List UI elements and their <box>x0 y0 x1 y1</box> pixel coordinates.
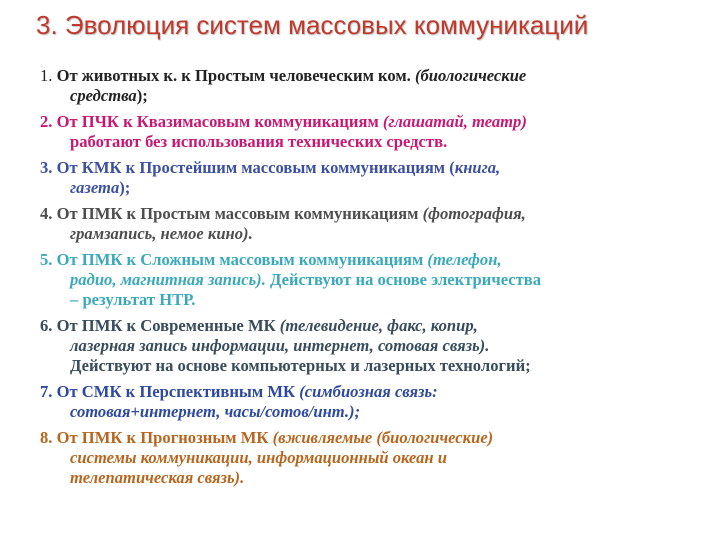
list-item-4 <box>40 204 680 244</box>
item-examples-cont: лазерная запись информации, интернет, сотовая связь). <box>70 336 490 355</box>
item-text: 7. От СМК к Перспективным МК <box>40 382 300 401</box>
item-examples: (телевидение, факс, копир, <box>279 316 478 335</box>
item-text: 6. От ПМК к Современные МК <box>40 316 280 335</box>
item-examples-cont: сотовая+интернет, часы/сотов/инт.); <box>70 402 361 421</box>
item-examples-end: телепатическая связь). <box>70 468 245 487</box>
item-examples-cont: газета <box>70 178 120 197</box>
item-text: От животных к. к Простым человеческим ком. <box>56 66 415 85</box>
list-item-6 <box>40 316 680 376</box>
list-item-7 <box>40 382 680 422</box>
item-examples-cont: грамзапись, немое кино). <box>70 224 253 243</box>
item-examples: (симбиозная связь: <box>299 382 438 401</box>
item-text: 8. От ПМК к Прогнозным МК <box>40 428 273 447</box>
list-item-8 <box>40 428 680 488</box>
item-text: 3. От КМК к Простейшим массовым коммуникациям ( <box>40 158 455 177</box>
item-examples: (вживляемые (биологические) <box>272 428 494 447</box>
item-text-cont: Действуют на основе электричества <box>265 270 542 289</box>
item-text-end: Действуют на основе компьютерных и лазерных технологий; <box>70 356 531 375</box>
list-item-3 <box>40 158 680 198</box>
item-examples: (глашатай, театр) <box>382 112 527 131</box>
item-examples-cont: системы коммуникации, информационный океан и <box>70 448 447 467</box>
item-text: 2. От ПЧК к Квазимасовым коммуникациям <box>40 112 383 131</box>
list-item-1 <box>40 66 680 106</box>
evolution-list <box>40 66 680 494</box>
item-text-end: ); <box>136 86 148 105</box>
item-examples: книга, <box>454 158 501 177</box>
item-examples: (биологические <box>414 66 527 85</box>
item-examples-cont: средства <box>70 86 137 105</box>
item-text: 4. От ПМК к Простым массовым коммуникациям <box>40 204 423 223</box>
slide-title: 3. Эволюция систем массовых коммуникаций <box>36 10 589 40</box>
item-text-end: ); <box>119 178 131 197</box>
item-text-cont: работают без использования технических средств. <box>70 132 448 151</box>
list-item-5 <box>40 250 680 310</box>
item-examples-cont: радио, магнитная запись). <box>70 270 266 289</box>
item-examples: (фотография, <box>422 204 526 223</box>
item-text: 5. От ПМК к Сложным массовым коммуникациям <box>40 250 428 269</box>
item-examples: (телефон, <box>427 250 502 269</box>
item-text-end: – результат НТР. <box>70 290 196 309</box>
item-number: 1. <box>40 66 57 85</box>
list-item-2 <box>40 112 680 152</box>
